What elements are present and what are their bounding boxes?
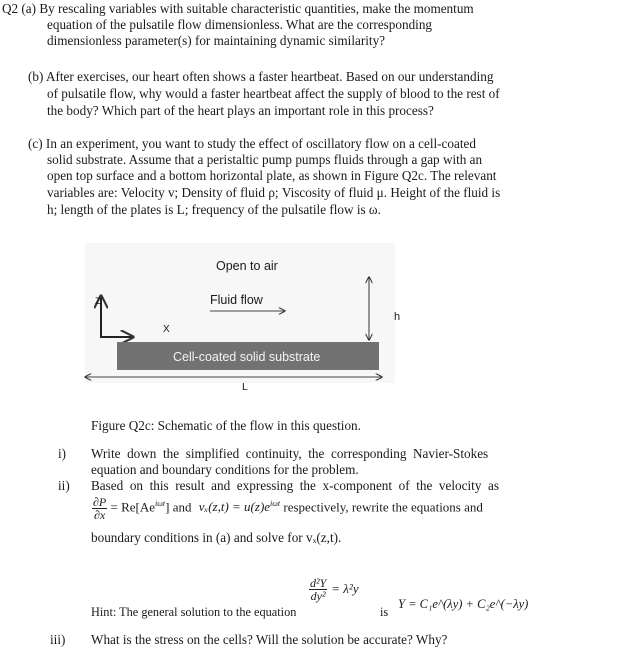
x-axis-label: X	[163, 324, 170, 335]
hint-numerator: d²Y	[310, 576, 327, 590]
item-ii-equation	[92, 496, 483, 521]
velocity-exponent: iωt	[270, 499, 281, 509]
pressure-exponent: iωt	[155, 499, 166, 509]
hint-is: is	[380, 605, 389, 619]
item-i-line-1: Write down the simplified continuity, the corresponding Navier-Stokes	[91, 446, 489, 461]
question-c-line-4: variables are: Velocity v; Density of fluid ρ; Viscosity of fluid μ. Height of the fluid is	[47, 185, 501, 200]
item-ii-line-3: boundary conditions in (a) and solve for vₓ(z,t).	[91, 530, 342, 545]
pressure-and: ] and	[165, 499, 192, 515]
dp-dx-fraction	[92, 496, 107, 521]
item-iii-text: What is the stress on the cells? Will the solution be accurate? Why?	[91, 632, 448, 647]
item-i-number: i)	[58, 446, 67, 461]
question-a-line-3: dimensionless parameter(s) for maintaining dynamic similarity?	[47, 33, 386, 48]
respectively-text: respectively, rewrite the equations and	[280, 499, 483, 515]
question-b-line-3: the body? Which part of the heart plays an important role in this process?	[47, 103, 434, 118]
l-label: L	[242, 381, 248, 393]
dx-denominator: ∂x	[94, 508, 106, 522]
hint-denominator: dy²	[310, 589, 326, 603]
open-to-air-label: Open to air	[216, 259, 278, 273]
figure-caption: Figure Q2c: Schematic of the flow in this question.	[91, 418, 361, 433]
dp-numerator: ∂P	[93, 495, 107, 509]
item-ii-line-1: Based on this result and expressing the x-component of the velocity as	[91, 478, 499, 493]
velocity-expression: vₓ(z,t) = u(z)e	[198, 499, 271, 515]
question-b-line-2: of pulsatile flow, why would a faster heartbeat affect the supply of blood to the rest of	[47, 86, 500, 101]
question-c-line-1: (c) In an experiment, you want to study the effect of oscillatory flow on a cell-coated	[28, 136, 476, 151]
item-iii-number: iii)	[50, 632, 66, 647]
hint-fraction	[309, 577, 327, 602]
item-i-line-2: equation and boundary conditions for the problem.	[91, 462, 359, 477]
hint-solution: Y = C₁e^(λy) + C₂e^(−λy)	[398, 597, 529, 611]
question-c-line-3: open top surface and a bottom horizontal plate, as shown in Figure Q2c. The relevant	[47, 168, 497, 183]
question-c-line-5: h; length of the plates is L; frequency of the pulsatile flow is ω.	[47, 202, 381, 217]
hint-rhs: = λ²y	[331, 581, 359, 597]
question-a-line-2: equation of the pulsatile flow dimensionless. What are the corresponding	[47, 17, 433, 32]
hint-equation	[309, 577, 359, 602]
substrate-label: Cell-coated solid substrate	[173, 350, 321, 364]
item-ii-number: ii)	[58, 478, 70, 493]
question-b-line-1: (b) After exercises, our heart often shows a faster heartbeat. Based on our understanding	[28, 69, 494, 84]
pressure-expression: = Re[Ae	[110, 499, 156, 515]
question-a-line-1: Q2 (a) By rescaling variables with suitable characteristic quantities, make the momentum	[2, 1, 474, 16]
fluid-flow-label: Fluid flow	[210, 293, 263, 307]
hint-text: Hint: The general solution to the equation	[91, 605, 297, 619]
question-c-line-2: solid substrate. Assume that a peristaltic pump pumps fluids through a gap with an	[47, 152, 483, 167]
z-axis-label: Z	[95, 296, 101, 306]
h-label: h	[394, 311, 401, 323]
